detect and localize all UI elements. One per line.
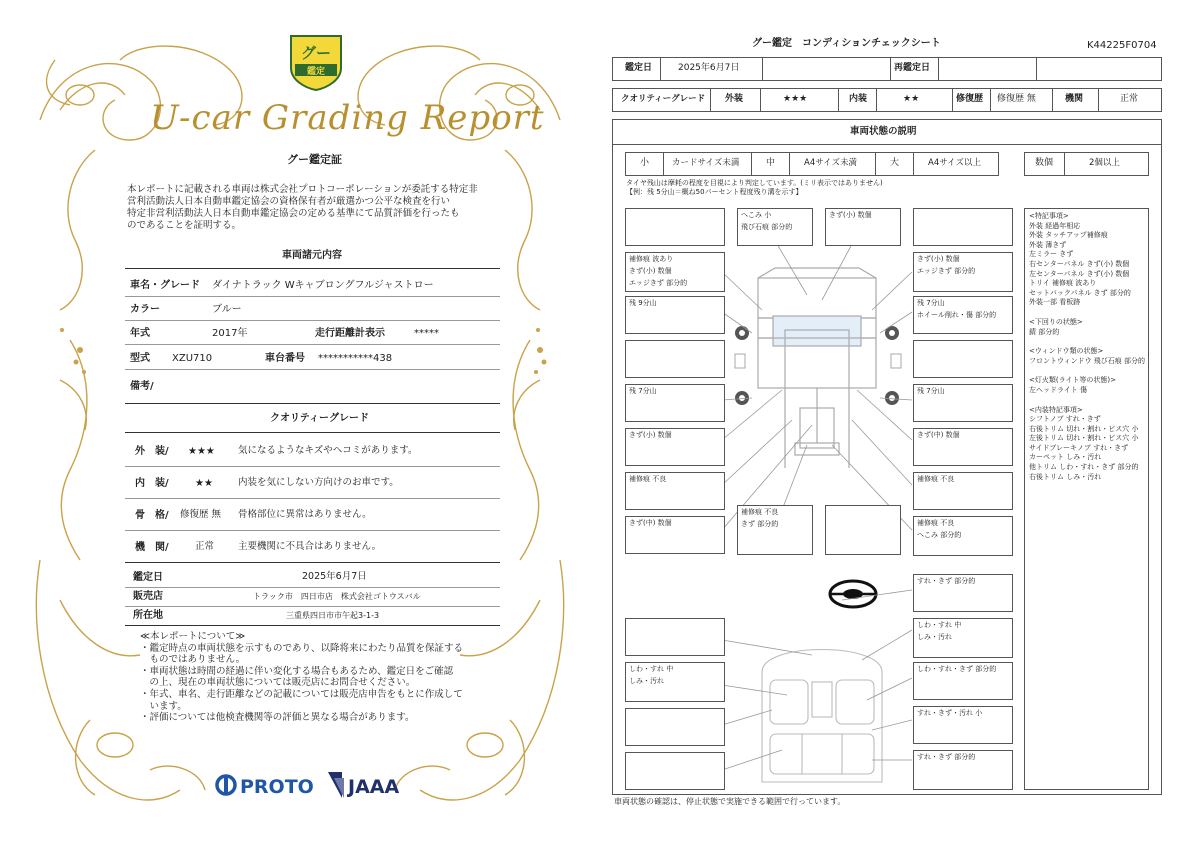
special-title: <特記事項> [1029,212,1069,220]
chassis-label: 車台番号 [265,353,305,364]
callout-interior-left: しわ・すれ 中 しみ・汚れ [625,662,725,702]
exterior-desc: 気になるようなキズやヘコミがあります。 [238,445,418,456]
name-label: 車名・グレード [130,280,200,291]
svg-text:グー: グー [300,44,332,62]
callout-box-blank [625,208,725,246]
ext-value: ★★★ [783,94,808,104]
address-label: 所在地 [133,610,163,621]
frame-grade: 修復歴 無 [180,509,222,520]
report-notes: ≪本レポートについて≫ ・鑑定時点の車両状態を示すものであり、以降将来にわたり品質を保証する ものではありません。 ・車両状態は時間の経過に伴い変化する場合もあるため、鑑定日をご確認 の上、現在の車両状態については販売店にお問合せください。 ・年式、車名、走行距離などの記載については販売店申告をもとに作成して います。 ・評価については他検査機関等の評価と異なる場合があります。 [140,631,464,724]
regrade-label: 再鑑定日 [894,63,931,73]
mileage-value: ***** [414,328,439,339]
exterior-label: 外 装/ [135,446,169,457]
callout-box-blank [625,618,725,656]
callout-box-blank [625,708,725,746]
callout-right-7: 補修痕 不良 へこみ 部分的 [913,516,1013,556]
exterior-grade: ★★★ [188,446,215,457]
callout-bottom-1: 補修痕 不良 きず 部分的 [737,505,813,555]
callout-top-2: きず(小) 数個 [825,208,901,246]
callout-left-5: きず(小) 数個 [625,428,725,466]
certificate-subtitle: グー鑑定証 [287,153,342,166]
under-title: <下回りの状態> [1029,317,1083,326]
repair-label: 修復歴 [956,94,984,104]
special-notes-panel: <特記事項> 外装 経過年相応 外装 タッチアップ補修痕 外装 薄きず 左ミラー きず 右センターパネル きず(小) 数個 左センターパネル きず(小) 数個 トリイ 補修痕 波あり セットバックパネル きず 部分的 外装一部 看板跡 <下回りの状態> 錆 部分的 <ウィンドウ類の状態> フロントウィンドウ 飛び石痕 部分的 <灯火類(ライト等の状態)> 左ヘッドライト 傷 <内装特記事項> シフトノブ すれ・きず 右後トリム 切れ・割れ・ビス穴 小 左後トリム 切れ・割れ・ビス穴 小 サイドブレーキノブ すれ・きず カーペット しみ・汚れ 他トリム しわ・すれ・きず 部分的 右後トリム しみ・汚れ [1024,208,1149,790]
callout-interior-3: しわ・すれ・きず 部分的 [913,662,1013,700]
callout-left-1: 補修痕 波あり きず(小) 数個 エッジきず 部分的 [625,252,725,292]
grade-label: クオリティーグレード [621,94,706,104]
model-label: 型式 [130,353,150,364]
interior-label: 内 装/ [135,478,169,489]
color-label: カラー [130,304,160,315]
svg-text:PROTO: PROTO [240,776,314,798]
int-label: 内装 [849,94,868,104]
date-value: 2025年6月7日 [302,571,367,582]
date-label: 鑑定日 [625,63,653,73]
frame-label: 骨 格/ [135,510,169,521]
callout-interior-5: すれ・きず 部分的 [913,750,1013,790]
callout-box-blank [825,505,901,555]
callout-right-6: 補修痕 不良 [913,472,1013,510]
chassis-value: ***********438 [318,353,393,364]
callout-top-1: へこみ 小 飛び石痕 部分的 [737,208,813,246]
goo-kantei-badge [287,30,345,92]
grade-row [612,88,1162,112]
callout-interior-1: すれ・きず 部分的 [913,574,1013,612]
callout-interior-4: すれ・きず・汚れ 小 [913,706,1013,744]
engine-value: 正常 [1120,94,1139,104]
doc-id: K44225F0704 [1087,40,1157,51]
quality-header: クオリティーグレード [270,413,369,424]
tire-note-2: 【例：残 5分山＝概ね50パーセント程度残り溝を示す】 [626,188,803,196]
mileage-label: 走行距離計表示 [315,328,385,339]
callout-left-7: きず(中) 数個 [625,516,725,554]
address-value: 三重県四日市市午起3-1-3 [286,611,380,620]
callout-left-2: 残 9分山 [625,296,725,334]
intro-text: 本レポートに記載される車両は株式会社プロトコーポレーションが委託する特定非 営利活動法人日本自動車鑑定協会の資格保有者が厳選かつ公平な検査を行い 特定非営利活動法人日本自動車鑑定協会の定める基準にて品質評価を行ったも のであることを証明する。 [127,184,478,231]
engine-label: 機関 [1065,94,1084,104]
interior-desc: 内装を気にしない方向けのお車です。 [238,477,399,488]
size-small: 小 [640,158,650,168]
svg-text:鑑定: 鑑定 [306,67,326,77]
interior-title: <内装特記事項> [1029,405,1083,414]
count-label: 数個 [1035,158,1054,168]
callout-right-5: きず(中) 数個 [913,428,1013,466]
svg-text:JAAA: JAAA [348,776,400,798]
int-value: ★★ [903,94,920,104]
frame-desc: 骨格部位に異常はありません。 [238,509,372,520]
report-script-title: U-car Grading Report [150,98,545,138]
size-large-desc: A4サイズ以上 [928,158,982,168]
callout-interior-2: しわ・すれ 中 しみ・汚れ [913,618,1013,658]
year-value: 2017年 [212,328,248,339]
color-value: ブルー [212,304,242,315]
size-legend [625,152,999,176]
note-label: 備考/ [130,381,154,392]
count-legend [1024,152,1149,176]
footer-note: 車両状態の確認は、停止状態で実施できる範囲で行っています。 [614,797,846,806]
callout-left-6: 補修痕 不良 [625,472,725,510]
engine-grade: 正常 [195,541,215,552]
window-title: <ウィンドウ類の状態> [1029,347,1104,356]
callout-box-blank [625,340,725,378]
date-label: 鑑定日 [133,572,163,583]
callout-right-1: きず(小) 数個 エッジきず 部分的 [913,252,1013,292]
date-value: 2025年6月7日 [678,63,740,73]
dealer-value: トラック市 四日市店 株式会社ゴトウスバル [253,592,421,601]
repair-value: 修復歴 無 [997,94,1036,104]
count-desc: 2個以上 [1089,158,1120,168]
callout-right-2: 残 7分山 ホイール削れ・傷 部分的 [913,296,1013,334]
size-medium-desc: A4サイズ未満 [804,158,858,168]
callout-left-4: 残 7分山 [625,384,725,422]
size-large: 大 [890,158,900,168]
date-row [612,57,1162,81]
ext-label: 外装 [725,94,744,104]
condition-header: 車両状態の説明 [850,126,917,137]
engine-label: 機 関/ [135,542,169,553]
callout-box-blank [625,752,725,790]
callout-box-blank [913,208,1013,246]
condition-check-sheet [600,0,1200,848]
sheet-title: グー鑑定 コンディションチェックシート [752,38,941,49]
interior-grade: ★★ [195,478,213,489]
jaaa-logo [326,768,410,800]
tire-note-1: タイヤ残山は摩耗の程度を目視により判定しています。(ミリ表示ではありません) [626,179,883,187]
size-medium: 中 [766,158,776,168]
engine-desc: 主要機関に不具合はありません。 [238,541,382,552]
spec-header: 車両諸元内容 [282,250,342,261]
callout-right-4: 残 7分山 [913,384,1013,422]
model-value: XZU710 [172,353,213,364]
callout-box-blank [913,340,1013,378]
year-label: 年式 [130,328,150,339]
light-title: <灯火類(ライト等の状態)> [1029,376,1116,385]
size-small-desc: カードサイズ未満 [672,158,740,168]
proto-logo [214,770,318,800]
name-value: ダイナトラック Wキャブロングフルジャストロー [212,280,434,291]
dealer-label: 販売店 [133,591,163,602]
